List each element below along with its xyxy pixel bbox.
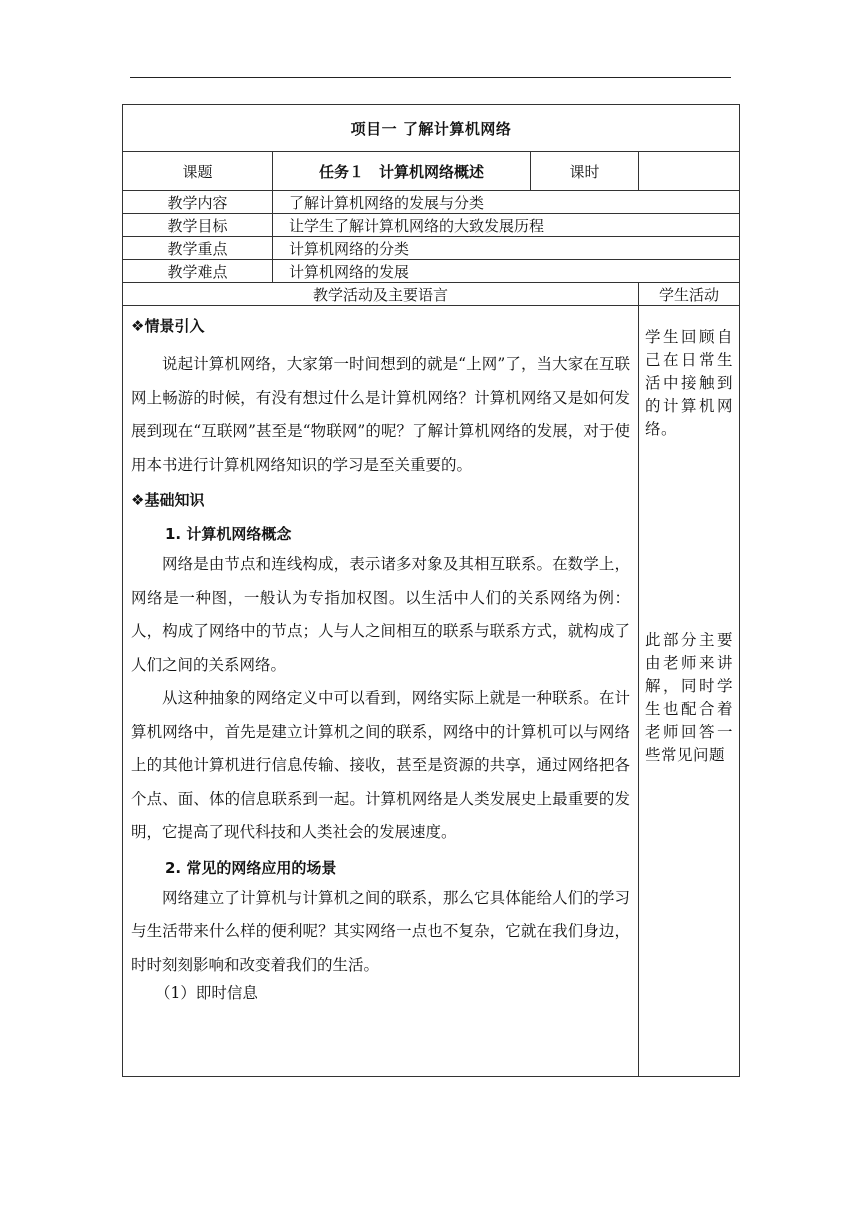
info-value-content: 了解计算机网络的发展与分类 [273,191,740,214]
info-value-difficulty: 计算机网络的发展 [273,260,740,283]
info-label-goal: 教学目标 [123,214,273,237]
activity-header: 教学活动及主要语言 [123,283,639,306]
student-note-2: 此部分主要由老师来讲解，同时学生也配合着老师回答一些常见问题 [645,631,734,764]
info-value-key: 计算机网络的分类 [273,237,740,260]
section-intro-title: 情景引入 [144,317,205,335]
info-value-goal: 让学生了解计算机网络的大致发展历程 [273,214,740,237]
intro-paragraph: 说起计算机网络，大家第一时间想到的就是“上网”了，当大家在互联网上畅游的时候，有没有想过什么是计算机网络？计算机网络又是如何发展到现在“互联网”甚至是“物联网”的呢？了解计算机网络的发展，对于使用本书进行计算机网络知识的学习是至关重要的。 [131,355,630,474]
lesson-plan-table [122,104,740,1077]
section-intro [131,314,630,338]
apps-paragraph: 网络建立了计算机与计算机之间的联系，那么它具体能给人们的学习与生活带来什么样的便利呢？其实网络一点也不复杂，它就在我们身边，时时刻刻影响和改变着我们的生活。 [131,888,630,974]
main-content-cell [123,306,639,1077]
info-label-difficulty: 教学难点 [123,260,273,283]
apps-heading: 2. 常见的网络应用的场景 [165,858,337,877]
student-note-1: 学生回顾自己在日常生活中接触到的计算机网络。 [645,328,734,438]
topic-label: 课题 [123,152,273,191]
section-basics [131,488,630,512]
concept-paragraph-1: 网络是由节点和连线构成，表示诸多对象及其相互联系。在数学上，网络是一种图，一般认为专指加权图。以生活中人们的关系网络为例：人，构成了网络中的节点；人与人之间相互的联系与联系方式，就构成了人们之间的关系网络。 [131,555,630,674]
section-basics-title: 基础知识 [144,491,205,509]
header-rule [130,77,731,78]
topic-value: 任务１ 计算机网络概述 [273,152,531,191]
concept-paragraph-2: 从这种抽象的网络定义中可以看到，网络实际上就是一种联系。在计算机网络中，首先是建立计算机之间的联系，网络中的计算机可以与网络上的其他计算机进行信息传输、接收，甚至是资源的共享，通过网络把各个点、面、体的信息联系到一起。计算机网络是人类发展史上最重要的发明，它提高了现代科技和人类社会的发展速度。 [131,689,630,841]
info-label-content: 教学内容 [123,191,273,214]
student-activity-header: 学生活动 [639,283,740,306]
hours-value [639,152,740,191]
info-label-key: 教学重点 [123,237,273,260]
concept-heading: 1. 计算机网络概念 [165,525,292,543]
page-title: 项目一 了解计算机网络 [123,105,740,152]
diamond-bullet-icon: ❖ [131,317,145,335]
hours-label: 课时 [531,152,639,191]
student-activity-cell [639,306,740,1077]
diamond-bullet-icon: ❖ [131,491,145,509]
apps-item-instant-message: （1）即时信息 [155,984,258,1002]
